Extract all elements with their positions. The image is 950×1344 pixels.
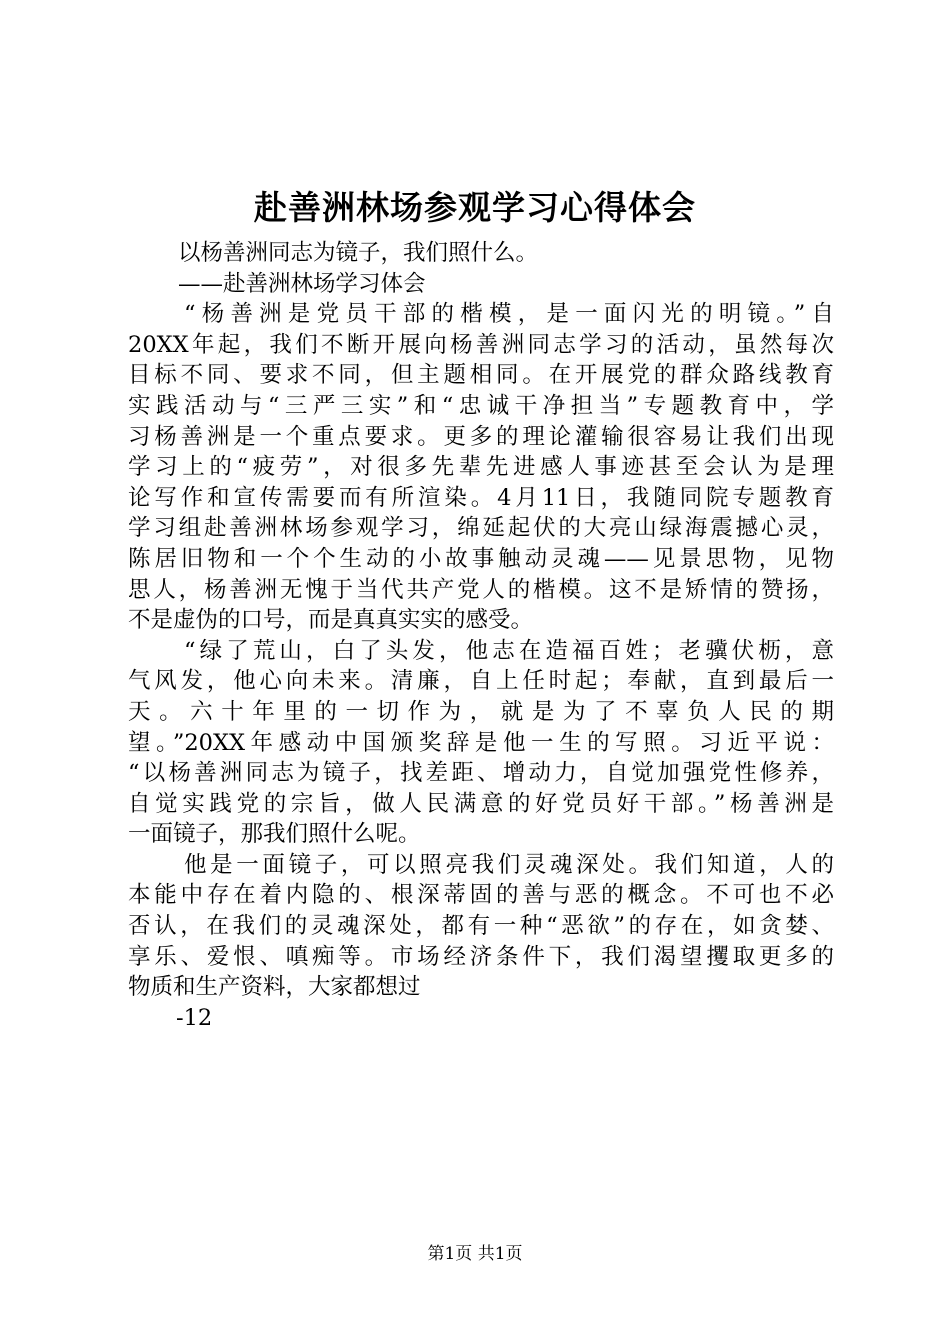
paragraph-line: 否认，在我们的灵魂深处，都有一种“恶欲”的存在，如贪婪、 [128, 913, 834, 940]
paragraph-line: 物质和生产资料，大家都想过 [128, 974, 421, 1001]
paragraph-line: 本能中存在着内隐的、根深蒂固的善与恶的概念。不可也不必 [128, 882, 834, 909]
paragraph-line: 思人，杨善洲无愧于当代共产党人的楷模。这不是矫情的赞扬， [128, 576, 834, 603]
paragraph-line: “绿了荒山，白了头发，他志在造福百姓；老骥伏枥，意 [184, 637, 834, 664]
document-title: 赴善洲林场参观学习心得体会 [254, 188, 696, 227]
page-footer: 第1页 共1页 [427, 1244, 523, 1264]
document-body [128, 238, 834, 1033]
page-reference: -12 [176, 1004, 213, 1031]
paragraph-line: 自觉实践党的宗旨，做人民满意的好党员好干部。”杨善洲是 [128, 790, 834, 817]
paragraph-line: 气风发，他心向未来。清廉，自上任时起；奉献，直到最后一 [128, 668, 834, 695]
paragraph-line: 不是虚伪的口号，而是真真实实的感受。 [128, 607, 534, 634]
paragraph-line: 陈居旧物和一个个生动的小故事触动灵魂——见景思物，见物 [128, 545, 834, 572]
paragraph-line: 20XX年起，我们不断开展向杨善洲同志学习的活动，虽然每次 [128, 331, 834, 358]
paragraph-line: 论写作和宣传需要而有所渲染。4月11日，我随同院专题教育 [128, 484, 834, 511]
paragraph-line: 学习组赴善洲林场参观学习，绵延起伏的大亮山绿海震撼心灵， [128, 515, 834, 542]
paragraph-line: “杨善洲是党员干部的楷模，是一面闪光的明镜。”自 [184, 301, 834, 328]
paragraph-line: 目标不同、要求不同，但主题相同。在开展党的群众路线教育 [128, 362, 834, 389]
paragraph-line: 学习上的“疲劳”，对很多先辈先进感人事迹甚至会认为是理 [128, 454, 834, 481]
paragraph-line: 他是一面镜子，可以照亮我们灵魂深处。我们知道，人的 [184, 851, 834, 878]
subtitle-attribution: ——赴善洲林场学习体会 [178, 270, 426, 297]
paragraph-line: 习杨善洲是一个重点要求。更多的理论灌输很容易让我们出现 [128, 423, 834, 450]
paragraph-line: 天。六十年里的一切作为，就是为了不辜负人民的期 [128, 698, 834, 725]
paragraph-line: “以杨善洲同志为镜子，找差距、增动力，自觉加强党性修养， [128, 760, 834, 787]
paragraph-line: 一面镜子，那我们照什么呢。 [128, 821, 421, 848]
paragraph-line: 实践活动与“三严三实”和“忠诚干净担当”专题教育中，学 [128, 392, 834, 419]
paragraph-line: 享乐、爱恨、嗔痴等。市场经济条件下，我们渴望攫取更多的 [128, 943, 834, 970]
paragraph-line: 望。”20XX年感动中国颁奖辞是他一生的写照。习近平说： [128, 729, 834, 756]
subtitle-line: 以杨善洲同志为镜子，我们照什么。 [178, 240, 539, 266]
